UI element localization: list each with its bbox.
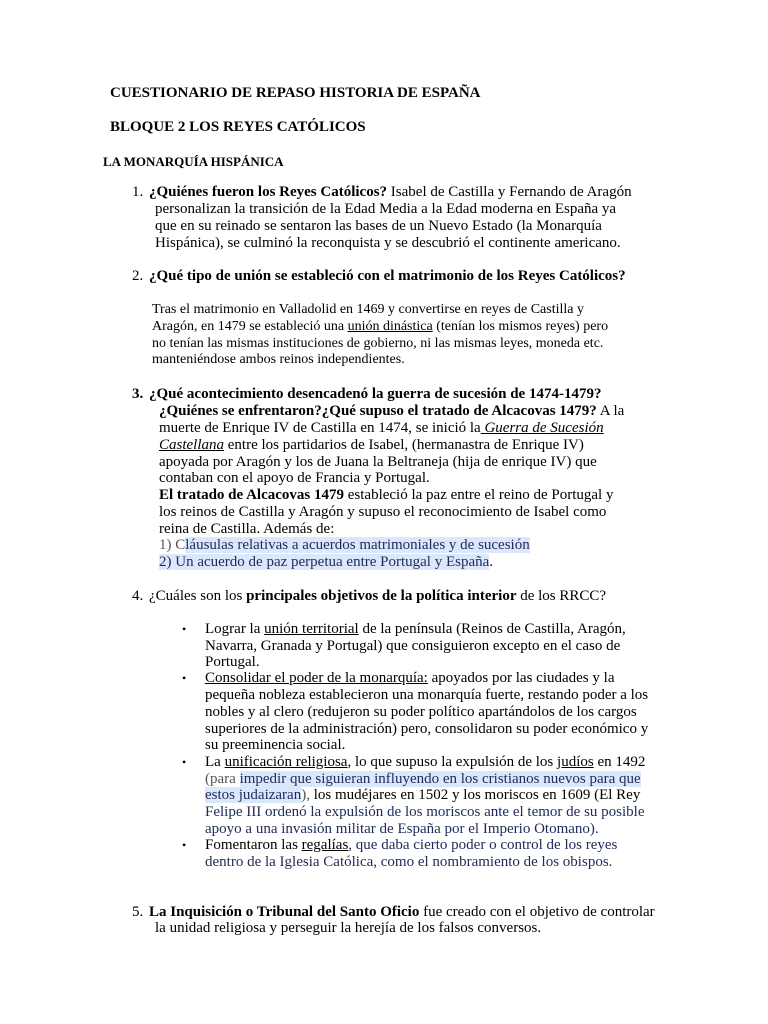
answer-line: (para impedir que siguieran influyendo en los cristianos nuevos para que — [205, 771, 641, 787]
question-text: ¿Cuáles son los principales objetivos de la política interior de los RRCC? — [149, 588, 607, 604]
bullet-icon: • — [182, 622, 187, 636]
question-text: ¿Quiénes se enfrentaron?¿Qué supuso el tratado de Alcacovas 1479? — [159, 403, 597, 419]
answer-line: Hispánica), se culminó la reconquista y se descubrió el continente americano. — [155, 235, 621, 251]
answer-line: los reinos de Castilla y Aragón y supuso el reconocimiento de Isabel como — [159, 504, 607, 520]
underlined-term: unión dinástica — [347, 319, 433, 334]
answer-line: muerte de Enrique IV de Castilla en 1474, se inició la Guerra de Sucesión — [159, 420, 604, 436]
underlined-term: Consolidar el poder de la monarquía: — [205, 670, 428, 686]
answer-line: La unificación religiosa, lo que supuso la expulsión de los judíos en 1492 — [205, 754, 646, 770]
highlighted-text: láusulas relativas a acuerdos matrimoniales y de sucesión — [185, 537, 530, 553]
answer-line: ¿Quiénes se enfrentaron?¿Qué supuso el tratado de Alcacovas 1479? A la — [159, 403, 625, 419]
question-number: 3. — [132, 386, 144, 402]
answer-line: reina de Castilla. Además de: — [159, 521, 335, 537]
answer-line: pequeña nobleza establecieron una monarquía fuerte, restando poder a los — [205, 687, 649, 703]
document-title: CUESTIONARIO DE REPASO HISTORIA DE ESPAÑA — [110, 85, 481, 101]
answer-line: Castellana entre los partidarios de Isabel, (hermanastra de Enrique IV) — [159, 437, 584, 453]
highlighted-text: 2) Un acuerdo de paz perpetua entre Portugal y España — [159, 554, 490, 570]
underlined-term: Guerra de Sucesión — [480, 420, 604, 436]
answer-line: 2) Un acuerdo de paz perpetua entre Portugal y España. — [159, 554, 494, 570]
answer-line: ¿Quiénes fueron los Reyes Católicos? Isabel de Castilla y Fernando de Aragón — [149, 184, 632, 200]
answer-line: Portugal. — [205, 654, 260, 670]
answer-line: apoyada por Aragón y los de Juana la Beltraneja (hija de enrique IV) que — [159, 454, 597, 470]
answer-line: estos judaizaran), los mudéjares en 1502 y los moriscos en 1609 (El Rey — [205, 787, 641, 803]
answer-line: no tenían las mismas instituciones de gobierno, ni las mismas leyes, moneda etc. — [152, 336, 604, 351]
question-number: 2. — [132, 268, 144, 284]
underlined-term: Castellana — [159, 437, 225, 453]
answer-line: Aragón, en 1479 se estableció una unión dinástica (tenían los mismos reyes) pero — [152, 319, 609, 334]
answer-line: Consolidar el poder de la monarquía: apoyados por las ciudades y la — [205, 670, 615, 686]
answer-line: manteniéndose ambos reinos independientes. — [152, 352, 405, 367]
answer-line: apoyo a una invasión militar de España por el Imperio Otomano). — [205, 821, 599, 837]
bullet-icon: • — [182, 755, 187, 769]
underlined-term: judíos — [557, 754, 594, 770]
underlined-term: unión territorial — [264, 621, 359, 637]
block-title: BLOQUE 2 LOS REYES CATÓLICOS — [110, 119, 366, 135]
underlined-term: unificación religiosa — [224, 754, 348, 770]
question-text: ¿Quiénes fueron los Reyes Católicos? — [149, 184, 388, 200]
answer-line: El tratado de Alcacovas 1479 estableció la paz entre el reino de Portugal y — [159, 487, 614, 503]
question-text: La Inquisición o Tribunal del Santo Oficio — [149, 904, 420, 920]
question-number: 4. — [132, 588, 144, 604]
answer-line: superiores de la administración) pero, consolidaron su poder económico y — [205, 721, 649, 737]
answer-line: La Inquisición o Tribunal del Santo Oficio fue creado con el objetivo de controlar — [149, 904, 655, 920]
section-heading: LA MONARQUÍA HISPÁNICA — [103, 154, 284, 169]
answer-line: Navarra, Granada y Portugal) que consiguieron excepto en el caso de — [205, 638, 621, 654]
answer-line: Fomentaron las regalías, que daba cierto poder o control de los reyes — [205, 837, 618, 853]
question-number: 5. — [132, 904, 144, 920]
answer-line: dentro de la Iglesia Católica, como el nombramiento de los obispos. — [205, 854, 613, 870]
question-number: 1. — [132, 184, 144, 200]
underlined-term: regalías — [301, 837, 349, 853]
answer-line: la unidad religiosa y perseguir la herejía de los falsos conversos. — [155, 920, 542, 936]
bullet-icon: • — [182, 671, 187, 685]
bullet-icon: • — [182, 838, 187, 852]
bold-term: El tratado de Alcacovas 1479 — [159, 487, 344, 503]
answer-line: Lograr la unión territorial de la península (Reinos de Castilla, Aragón, — [205, 621, 626, 637]
answer-line: personalizan la transición de la Edad Media a la Edad moderna en España ya — [155, 201, 617, 217]
highlighted-text: estos judaizaran — [205, 787, 302, 803]
highlighted-text: impedir que siguieran influyendo en los cristianos nuevos para que — [239, 771, 641, 787]
question-text: ¿Qué tipo de unión se estableció con el matrimonio de los Reyes Católicos? — [149, 268, 626, 284]
answer-line: que en su reinado se sentaron las bases de un Nuevo Estado (la Monarquía — [155, 218, 602, 234]
answer-line: contaban con el apoyo de Francia y Portugal. — [159, 470, 430, 486]
answer-line: su preeminencia social. — [205, 737, 346, 753]
answer-line: 1) Cláusulas relativas a acuerdos matrimoniales y de sucesión — [159, 537, 530, 553]
answer-line: Tras el matrimonio en Valladolid en 1469 y convertirse en reyes de Castilla y — [152, 302, 584, 317]
answer-line: nobles y al clero (redujeron su poder político apartándolos de los cargos — [205, 704, 637, 720]
question-text: ¿Qué acontecimiento desencadenó la guerra de sucesión de 1474-1479? — [149, 386, 602, 402]
answer-line: Felipe III ordenó la expulsión de los moriscos ante el temor de su posible — [205, 804, 645, 820]
